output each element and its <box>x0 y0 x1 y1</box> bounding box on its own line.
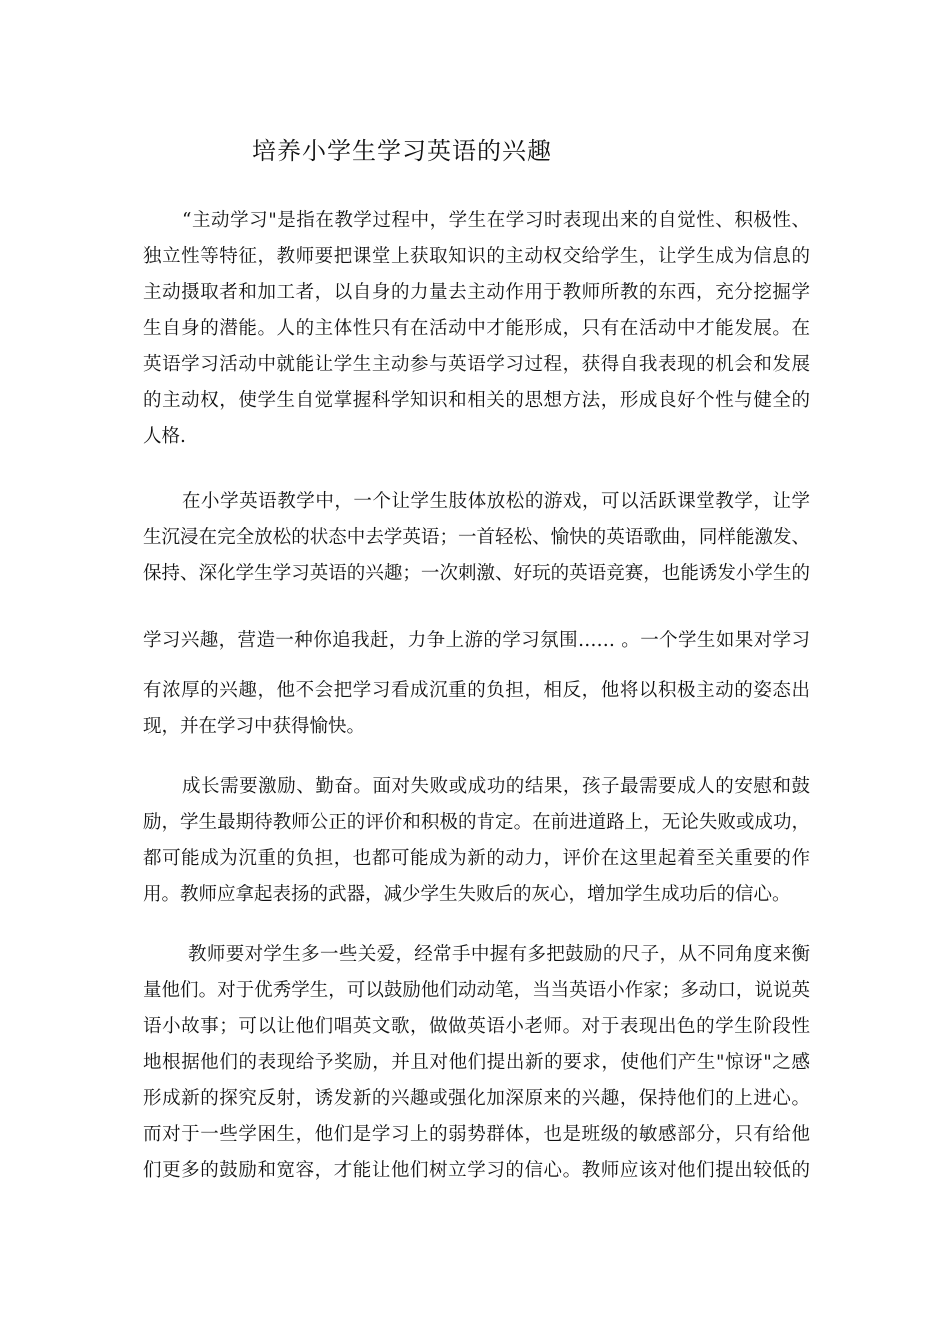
text-line: 生自身的潜能。人的主体性只有在活动中才能形成，只有在活动中才能发展。在 <box>143 318 810 339</box>
text-line: 们更多的鼓励和宽容，才能让他们树立学习的信心。教师应该对他们提出较低的 <box>143 1160 810 1181</box>
text-line: 独立性等特征，教师要把课堂上获取知识的主动权交给学生，让学生成为信息的 <box>143 246 810 267</box>
text-line: 在小学英语教学中，一个让学生肢体放松的游戏，可以活跃课堂教学，让学 <box>182 491 810 512</box>
text-line: 成长需要激励、勤奋。面对失败或成功的结果，孩子最需要成人的安慰和鼓 <box>182 776 810 797</box>
text-line: 的主动权，使学生自觉掌握科学知识和相关的思想方法，形成良好个性与健全的 <box>143 390 810 411</box>
text-line: 生沉浸在完全放松的状态中去学英语；一首轻松、愉快的英语歌曲，同样能激发、 <box>143 527 810 548</box>
text-line: 语小故事；可以让他们唱英文歌，做做英语小老师。对于表现出色的学生阶段性 <box>143 1016 810 1037</box>
text-line: 量他们。对于优秀学生，可以鼓励他们动动笔，当当英语小作家；多动口，说说英 <box>143 980 810 1001</box>
text-line: “主动学习"是指在教学过程中，学生在学习时表现出来的自觉性、积极性、 <box>182 210 810 231</box>
text-line: 英语学习活动中就能让学生主动参与英语学习过程，获得自我表现的机会和发展 <box>143 354 810 375</box>
text-line: 地根据他们的表现给予奖励，并且对他们提出新的要求，使他们产生"惊讶"之感 <box>143 1052 810 1073</box>
text-line: 现，并在学习中获得愉快。 <box>143 716 366 737</box>
text-line: 形成新的探究反射，诱发新的兴趣或强化加深原来的兴趣，保持他们的上进心。 <box>143 1088 810 1109</box>
text-line: 教师要对学生多一些关爱，经常手中握有多把鼓励的尺子，从不同角度来衡 <box>188 944 810 965</box>
text-line: 励，学生最期待教师公正的评价和积极的肯定。在前进道路上，无论失败或成功， <box>143 812 810 833</box>
text-line: 用。教师应拿起表扬的武器，减少学生失败后的灰心，增加学生成功后的信心。 <box>143 884 791 905</box>
text-line: 而对于一些学困生，他们是学习上的弱势群体，也是班级的敏感部分，只有给他 <box>143 1124 810 1145</box>
text-line: 学习兴趣，营造一种你追我赶，力争上游的学习氛围…… 。一个学生如果对学习 <box>143 630 810 651</box>
text-line: 有浓厚的兴趣，他不会把学习看成沉重的负担，相反，他将以积极主动的姿态出 <box>143 680 810 701</box>
document-title: 培养小学生学习英语的兴趣 <box>252 137 552 165</box>
text-line: 都可能成为沉重的负担，也都可能成为新的动力，评价在这里起着至关重要的作 <box>143 848 810 869</box>
text-line: 人格. <box>143 426 186 447</box>
text-line: 主动摄取者和加工者，以自身的力量去主动作用于教师所教的东西，充分挖掘学 <box>143 282 810 303</box>
text-line: 保持、深化学生学习英语的兴趣；一次刺激、好玩的英语竞赛，也能诱发小学生的 <box>143 563 810 584</box>
